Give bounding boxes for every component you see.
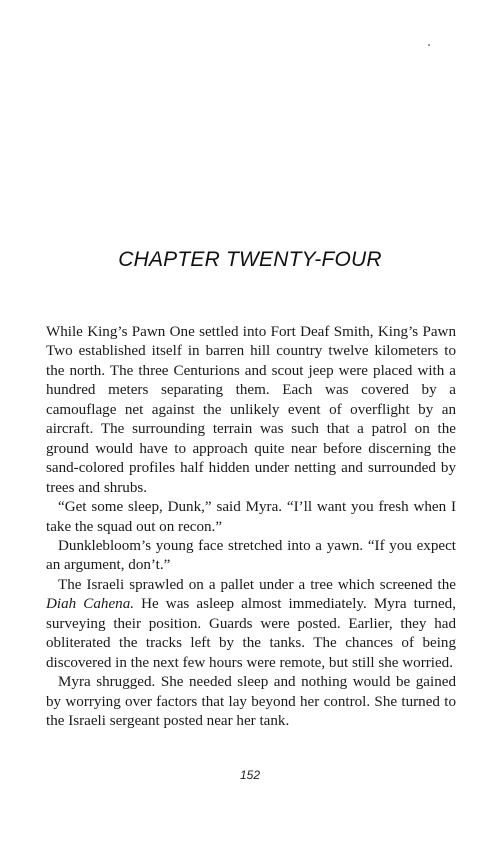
ship-name: Diah Cahena. <box>46 596 135 613</box>
page-number: 152 <box>239 768 261 782</box>
chapter-body <box>46 323 456 732</box>
paragraph-3: Dunklebloom’s young face stretched into a yawn. “If you expect an argument, don’t.” <box>46 537 456 574</box>
paragraph-1: While King’s Pawn One settled into Fort Deaf Smith, King’s Pawn Two established itself in barren hill country twelve kilometers to the north. The three Centurions and scout jeep were placed with a hundred meters separating them. Each was covered by a camouflage net against the unlikely event of overflight by an aircraft. The surrounding terrain was such that a patrol on the ground would have to approach quite near before discerning the sand-colored profiles half hidden under netting and surrounded by trees and shrubs. <box>46 324 456 496</box>
paragraph-4 <box>46 576 456 673</box>
chapter-title: CHAPTER TWENTY-FOUR <box>118 248 382 271</box>
paragraph-4-after: He was asleep almost immediately. Myra turned, surveying their position. Guards were posted. Earlier, they had obliterated the tracks left by the tanks. The chances of being discovered in the next few hours were remote, but still she worried. <box>46 596 456 671</box>
paragraph-5: Myra shrugged. She needed sleep and nothing would be gained by worrying over factors that lay beyond her control. She turned to the Israeli sergeant posted near her tank. <box>46 674 456 730</box>
paragraph-4-before: The Israeli sprawled on a pallet under a tree which screened the <box>58 576 456 593</box>
paper-speck <box>428 44 430 46</box>
paragraph-2: “Get some sleep, Dunk,” said Myra. “I’ll want you fresh when I take the squad out on recon.” <box>46 499 456 535</box>
